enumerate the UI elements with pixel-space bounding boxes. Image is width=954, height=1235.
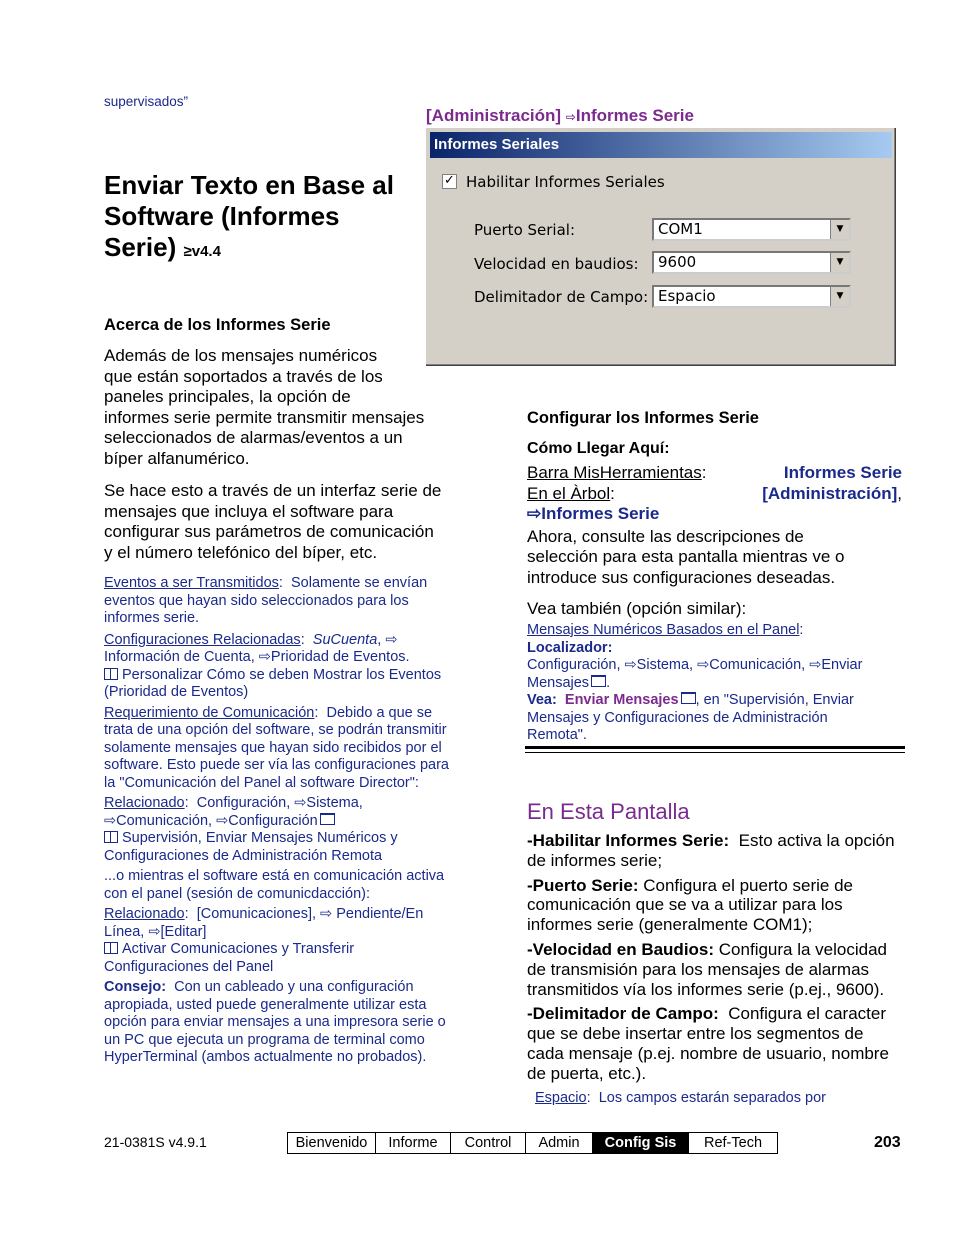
note-text: Solamente se envían <box>290 575 428 591</box>
item-dash: - <box>527 939 533 959</box>
note-line <box>104 941 469 959</box>
chevron-down-icon[interactable]: ▼ <box>830 220 849 239</box>
note-line: eventos que hayan sido seleccionados para los <box>104 592 409 609</box>
enable-checkbox[interactable]: ✓ <box>442 174 457 189</box>
note-events: Eventos a ser Transmitidos: Solamente se envían eventos que hayan sido seleccionados para los informes serie. <box>104 575 469 628</box>
item-term: Delimitador de Campo: <box>532 1004 719 1024</box>
note-comm-requirement: Requerimiento de Comunicación: Debido a que se trata de una opción del software, se podrán transmitir solamente mensajes que hayan sido recibidos por el software. Esto puede ser vía las configuraciones para la "Comunicación del Panel al software Director": <box>104 705 469 793</box>
note-line: trata de una opción del software, se podrán transmitir <box>104 722 447 738</box>
tab-config-sis[interactable]: Config Sis <box>592 1133 688 1153</box>
item-line: de puerta, etc.). <box>527 1063 647 1083</box>
vea-line: Mensajes y Configuraciones de Administración <box>527 709 828 726</box>
item-term: Habilitar Informes Serie: <box>532 831 730 850</box>
vea-line: Remota". <box>527 727 587 743</box>
navigation-paths <box>527 463 902 620</box>
note-line: Configuraciones de Administración Remota <box>104 847 383 864</box>
tip-note <box>104 979 469 1067</box>
how-to-get-here-heading: Cómo Llegar Aquí: <box>527 440 670 457</box>
informes-serie-link[interactable]: Informes Serie <box>783 463 902 482</box>
page-number: 203 <box>874 1134 901 1151</box>
note-line: HyperTerminal (ambos actualmente no probados). <box>104 1049 427 1065</box>
tab-control[interactable]: Control <box>450 1133 525 1153</box>
notes-column <box>104 575 469 1067</box>
about-paragraph-2 <box>104 481 464 563</box>
text-line: informes serie permite transmitir mensajes <box>104 407 425 427</box>
note-line: Línea, ⇨[Editar] <box>104 923 207 940</box>
text-line: introduce sus configuraciones deseadas. <box>527 567 836 587</box>
note-line: la "Comunicación del Panel al software Director": <box>104 774 419 791</box>
note-line: informes serie. <box>104 610 200 626</box>
locator-label <box>527 640 902 658</box>
about-paragraph-1 <box>104 346 454 469</box>
note-text: [Comunicaciones], ⇨ Pendiente/En <box>196 906 424 922</box>
title-line <box>104 232 394 267</box>
item-line: transmitidos vía los informes serie (p.ej., 9600). <box>527 979 885 999</box>
note-related-config: Configuraciones Relacionadas: SuCuenta, ⇨ Información de Cuenta, ⇨Prioridad de Eventos. Personalizar Cómo se deben Mostrar los Eventos (Prioridad de Eventos) <box>104 632 469 702</box>
text-line: Ahora, consulte las descripciones de <box>527 526 804 546</box>
see-also-label: Vea también (opción similar): <box>527 599 747 618</box>
related-link[interactable]: Relacionado <box>104 795 185 811</box>
path-header <box>426 106 694 126</box>
tab-bienvenido[interactable]: Bienvenido <box>295 1135 368 1151</box>
comm-requirement-link[interactable]: Requerimiento de Comunicación <box>104 704 315 721</box>
note-text: , ⇨ <box>377 631 398 648</box>
events-link[interactable]: Eventos a ser Transmitidos <box>104 575 279 591</box>
numeric-messages-link[interactable]: Mensajes Numéricos Basados en el Panel <box>527 622 800 638</box>
note-line: Información de Cuenta, ⇨Prioridad de Eventos. <box>104 649 410 665</box>
path-part-admin[interactable]: [Administración] <box>426 106 562 125</box>
enable-checkbox-label: Habilitar Informes Seriales <box>466 173 665 191</box>
tip-label: Consejo: <box>104 979 167 995</box>
section-divider-thin <box>525 752 905 753</box>
informes-serie-tree-link[interactable]: ⇨Informes Serie <box>527 504 660 523</box>
section-heading: En Esta Pantalla <box>527 799 690 824</box>
about-heading: Acerca de los Informes Serie <box>104 316 331 334</box>
text-line: paneles principales, la opción de <box>104 387 351 406</box>
item-line: de transmisión para los mensajes de alarmas <box>527 959 870 979</box>
folder-icon <box>681 692 696 704</box>
serial-port-select[interactable] <box>652 218 851 241</box>
text-line: configurar sus parámetros de comunicación <box>104 522 434 541</box>
item-text: Configura el puerto serie de <box>643 875 854 895</box>
toolbar-link[interactable]: Barra MisHerramientas <box>527 463 702 482</box>
item-dash: - <box>527 875 533 895</box>
note-line: un PC que ejecuta un programa de terminal como <box>104 1031 425 1048</box>
note-related-2: Relacionado: [Comunicaciones], ⇨ Pendiente/En Línea, ⇨[Editar] Activar Comunicaciones y Transferir Configuraciones del Panel <box>104 906 469 976</box>
send-messages-text: Enviar Mensajes <box>564 692 679 708</box>
tab-ref-tech[interactable]: Ref-Tech <box>688 1133 777 1153</box>
note-line: solamente mensajes que hayan sido recibidos por el <box>104 739 442 756</box>
related-config-link[interactable]: Configuraciones Relacionadas <box>104 631 301 648</box>
title-line: Software (Informes <box>104 201 340 231</box>
item-line: cada mensaje (p.ej. nombre de usuario, nombre <box>527 1043 889 1063</box>
item-text: Configura la velocidad <box>718 939 887 959</box>
chevron-down-icon[interactable]: ▼ <box>830 253 849 272</box>
field-item <box>527 1004 905 1083</box>
footer-tab-nav <box>287 1132 778 1154</box>
text-line: selección para esta pantalla mientras ve o <box>527 547 845 566</box>
text-line: bíper alfanumérico. <box>104 448 250 468</box>
serial-reports-dialog <box>425 127 897 367</box>
note-line <box>104 813 469 831</box>
note-related-1: Relacionado: Configuración, ⇨Sistema, ⇨Comunicación, ⇨Configuración Supervisión, Enviar Mensajes Numéricos y Configuraciones de Administración Remota <box>104 795 469 865</box>
path-part-informes[interactable]: Informes Serie <box>575 106 694 125</box>
serial-port-value: COM1 <box>658 220 703 238</box>
item-line: comunicación que se va a utilizar para los <box>527 895 843 915</box>
instruction-paragraph <box>527 527 902 589</box>
tab-admin[interactable]: Admin <box>525 1133 592 1153</box>
note-line: con el panel (sesión de comunicdacción): <box>104 885 370 902</box>
title-line3: Serie) <box>104 232 177 262</box>
vea-text: , en "Supervisión, Enviar <box>695 692 854 708</box>
note-line: opción para enviar mensajes a una impresora serie o <box>104 1014 446 1030</box>
baud-rate-label: Velocidad en baudios: <box>474 255 639 273</box>
note-line: ...o mientras el software está en comunicación activa <box>104 868 445 884</box>
space-note-text: Los campos estarán separados por <box>598 1090 826 1106</box>
version-badge: ≥v4.4 <box>183 243 221 260</box>
tree-link[interactable]: En el Àrbol <box>527 483 611 503</box>
note-line: Configuraciones del Panel <box>104 958 274 975</box>
space-link[interactable]: Espacio <box>535 1090 587 1106</box>
note-text: ⇨Comunicación, ⇨Configuración <box>104 812 318 829</box>
note-text: Personalizar Cómo se deben Mostrar los Eventos <box>122 666 442 683</box>
note-text: Supervisión, Enviar Mensajes Numéricos y <box>122 830 398 846</box>
item-term: Velocidad en Baudios: <box>532 939 715 959</box>
note-text: Con un cableado y una configuración <box>174 979 414 995</box>
page-title <box>104 170 394 267</box>
note-text: Debido a que se <box>326 704 433 721</box>
locator-text: Mensajes <box>527 674 590 691</box>
nav-value: [Administración], <box>762 483 902 503</box>
book-icon <box>104 942 118 954</box>
baud-rate-value: 9600 <box>658 253 697 271</box>
nav-path-tree <box>527 484 902 505</box>
chevron-down-icon[interactable]: ▼ <box>830 287 849 306</box>
text-line: mensajes que incluya el software para <box>104 501 394 521</box>
text-line: Además de los mensajes numéricos <box>104 346 378 365</box>
field-item <box>527 831 905 871</box>
field-descriptions <box>527 831 905 1084</box>
related-link[interactable]: Relacionado <box>104 906 185 922</box>
nav-path-toolbar <box>527 463 902 484</box>
note-text: Configuración, ⇨Sistema, <box>196 795 363 811</box>
item-text: Configura el caracter <box>728 1004 887 1024</box>
arrow-icon: ⇨ <box>565 110 576 124</box>
text-line: que están soportados a través de los <box>104 366 383 386</box>
item-dash: - <box>527 831 533 850</box>
field-item <box>527 876 905 935</box>
item-text: Esto activa la opción <box>738 831 895 850</box>
field-delimiter-select[interactable] <box>652 285 851 308</box>
sucuenta-link[interactable]: SuCuenta <box>312 631 378 648</box>
note-active-comm <box>104 868 469 903</box>
send-messages-link[interactable] <box>565 692 679 708</box>
item-line: informes serie (generalmente COM1); <box>527 915 813 935</box>
dialog-title: Informes Seriales <box>430 132 892 158</box>
item-line: de informes serie; <box>527 850 663 870</box>
note-line: apropiada, usted puede generalmente utilizar esta <box>104 996 427 1013</box>
locator-label-text: Localizador: <box>527 639 613 656</box>
vea-line <box>527 692 902 710</box>
note-line: software. Esto puede ser vía las configuraciones para <box>104 757 449 773</box>
text-line: Se hace esto a través de un interfaz serie de <box>104 481 442 500</box>
vea-label: Vea: <box>527 692 557 708</box>
nav-path-tree-line2 <box>527 504 902 525</box>
note-line <box>104 667 469 685</box>
note-line: (Prioridad de Eventos) <box>104 684 249 700</box>
config-heading: Configurar los Informes Serie <box>527 409 759 427</box>
book-icon <box>104 831 118 843</box>
section-divider <box>525 746 905 749</box>
title-line: Enviar Texto en Base al <box>104 170 394 200</box>
book-icon <box>104 668 118 680</box>
locator-line: Mensajes . <box>527 674 611 691</box>
see-also-block <box>527 622 902 745</box>
doc-id: 21-0381S v4.9.1 <box>104 1134 207 1150</box>
field-delimiter-value: Espacio <box>658 287 716 305</box>
serial-port-label: Puerto Serial: <box>474 221 576 239</box>
note-line <box>104 830 469 848</box>
folder-icon <box>591 675 606 687</box>
folder-icon <box>320 813 335 825</box>
item-dash: - <box>527 1004 533 1024</box>
text-line: y el número telefónico del bíper, etc. <box>104 542 378 562</box>
continued-text-fragment: supervisados” <box>104 94 189 109</box>
baud-rate-select[interactable] <box>652 251 851 274</box>
note-text: Activar Comunicaciones y Transferir <box>122 941 355 957</box>
tab-informe[interactable]: Informe <box>375 1133 450 1153</box>
space-note: Espacio: Los campos estarán separados por <box>535 1090 826 1106</box>
item-term: Puerto Serie: <box>532 875 639 895</box>
item-line: que se debe insertar entre los segmentos de <box>527 1024 864 1044</box>
field-item <box>527 940 905 999</box>
see-also-line: Mensajes Numéricos Basados en el Panel: <box>527 622 804 638</box>
administracion-link[interactable]: [Administración] <box>762 483 898 503</box>
locator-line: Configuración, ⇨Sistema, ⇨Comunicación, ⇨Enviar <box>527 657 863 673</box>
text-line: seleccionados de alarmas/eventos a un <box>104 428 403 447</box>
nav-label: Barra MisHerramientas: <box>527 463 707 482</box>
field-delimiter-label: Delimitador de Campo: <box>474 288 649 306</box>
nav-label: En el Àrbol: <box>527 483 615 503</box>
